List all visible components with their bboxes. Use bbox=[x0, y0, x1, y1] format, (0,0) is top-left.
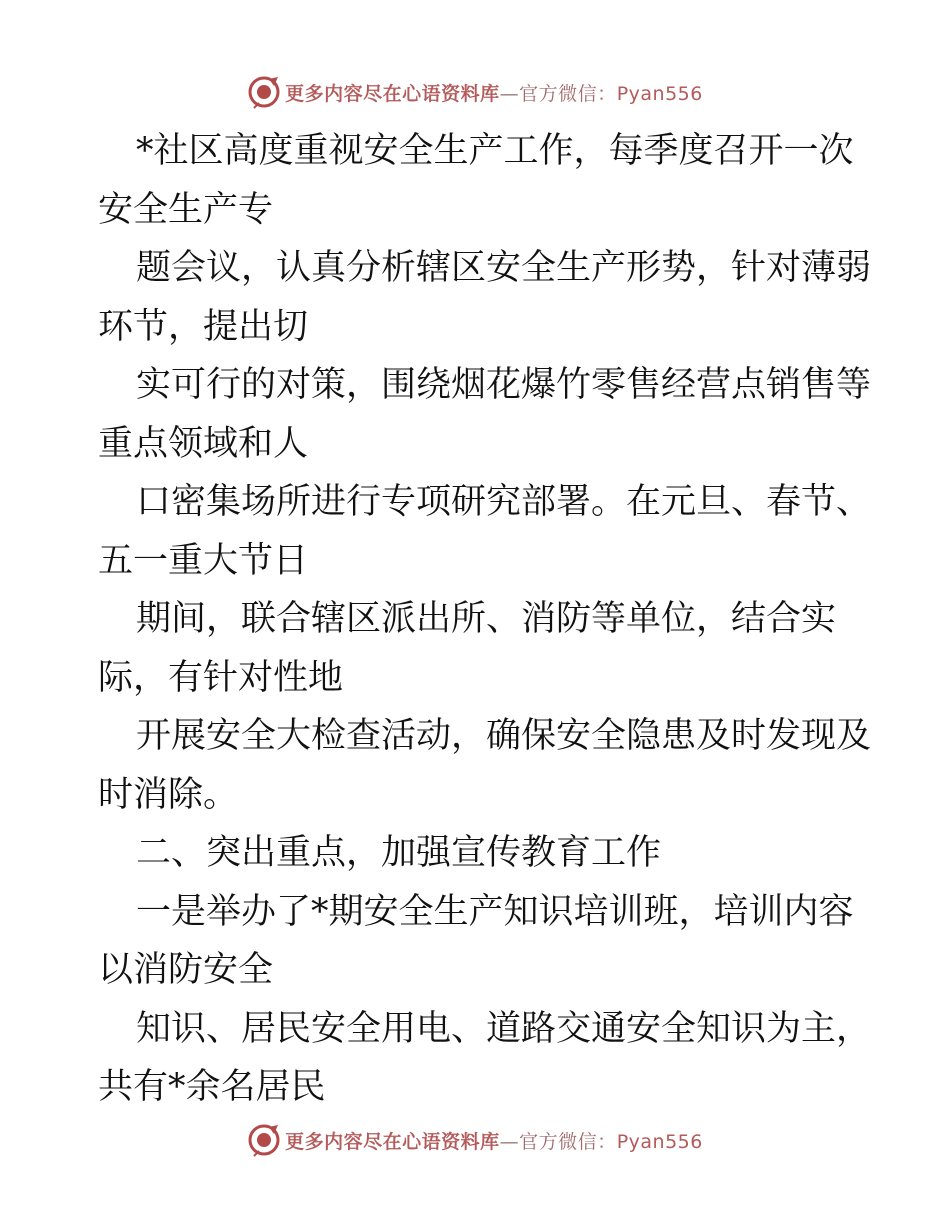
body-line: 安全生产专 bbox=[98, 189, 274, 230]
header-wechat-id: Pyan556 bbox=[616, 82, 703, 105]
body-line: 环节，提出切 bbox=[98, 306, 309, 347]
section-heading: 二、突出重点，加强宣传教育工作 bbox=[136, 833, 662, 873]
footer-main-text: 更多内容尽在心语资料库 bbox=[285, 1130, 500, 1153]
footer-banner bbox=[0, 1120, 950, 1160]
footer-separator: — bbox=[499, 1130, 520, 1153]
document-body bbox=[98, 122, 878, 1117]
body-line: 知识、居民安全用电、道路交通安全知识为主， bbox=[136, 1008, 872, 1049]
header-separator: — bbox=[499, 82, 520, 105]
body-line: *社区高度重视安全生产工作，每季度召开一次 bbox=[136, 131, 854, 171]
body-line: 共有*余名居民 bbox=[98, 1067, 326, 1107]
body-line: 开展安全大检查活动，确保安全隐患及时发现及 bbox=[136, 716, 872, 756]
body-line: 期间，联合辖区派出所、消防等单位，结合实 bbox=[136, 599, 837, 639]
footer-wechat-id: Pyan556 bbox=[616, 1130, 703, 1153]
header-banner bbox=[0, 72, 950, 112]
footer-wechat-label: 官方微信： bbox=[519, 1130, 617, 1153]
body-line: 际，有针对性地 bbox=[98, 657, 344, 698]
body-line: 以消防安全 bbox=[98, 950, 274, 990]
body-line: 题会议，认真分析辖区安全生产形势，针对薄弱 bbox=[136, 248, 872, 288]
body-line: 实可行的对策，围绕烟花爆竹零售经营点销售等 bbox=[136, 365, 872, 405]
body-line: 重点领域和人 bbox=[98, 423, 309, 464]
body-line: 时消除。 bbox=[98, 774, 239, 815]
header-wechat-label: 官方微信： bbox=[519, 82, 617, 105]
header-text bbox=[285, 79, 703, 106]
logo-icon bbox=[247, 75, 281, 109]
body-line: 一是举办了*期安全生产知识培训班，培训内容 bbox=[136, 891, 854, 932]
footer-text bbox=[285, 1127, 703, 1154]
logo-icon bbox=[247, 1123, 281, 1157]
body-line: 口密集场所进行专项研究部署。在元旦、春节、 bbox=[136, 482, 872, 522]
body-line: 五一重大节日 bbox=[98, 540, 309, 581]
header-main-text: 更多内容尽在心语资料库 bbox=[285, 82, 500, 105]
